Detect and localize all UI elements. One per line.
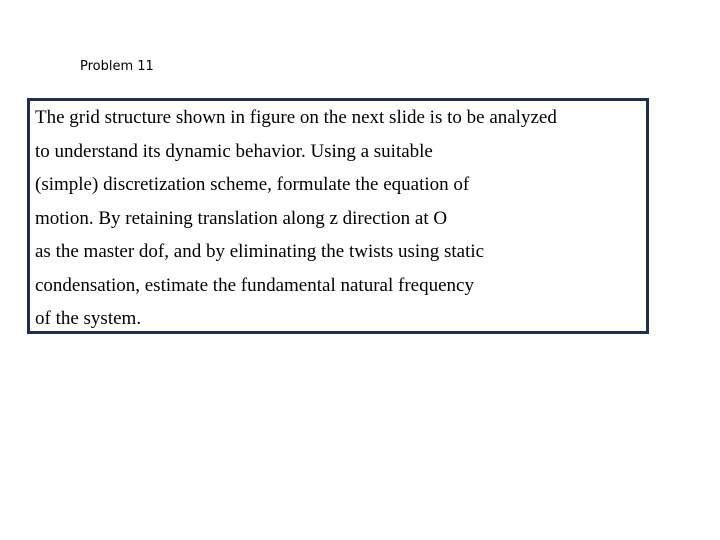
- problem-line: condensation, estimate the fundamental natural frequency: [35, 274, 474, 296]
- problem-line: The grid structure shown in figure on the next slide is to be analyzed: [35, 107, 557, 128]
- problem-statement-box: [27, 98, 649, 334]
- problem-line: to understand its dynamic behavior. Using a suitable: [35, 140, 433, 162]
- problem-statement-text: [35, 105, 557, 340]
- problem-line: of the system.: [35, 308, 142, 329]
- problem-line: motion. By retaining translation along z direction at O: [35, 207, 448, 229]
- problem-line: (simple) discretization scheme, formulate the equation of: [35, 174, 470, 195]
- problem-line: as the master dof, and by eliminating the twists using static: [35, 241, 485, 262]
- slide-title: Problem 11: [80, 59, 154, 74]
